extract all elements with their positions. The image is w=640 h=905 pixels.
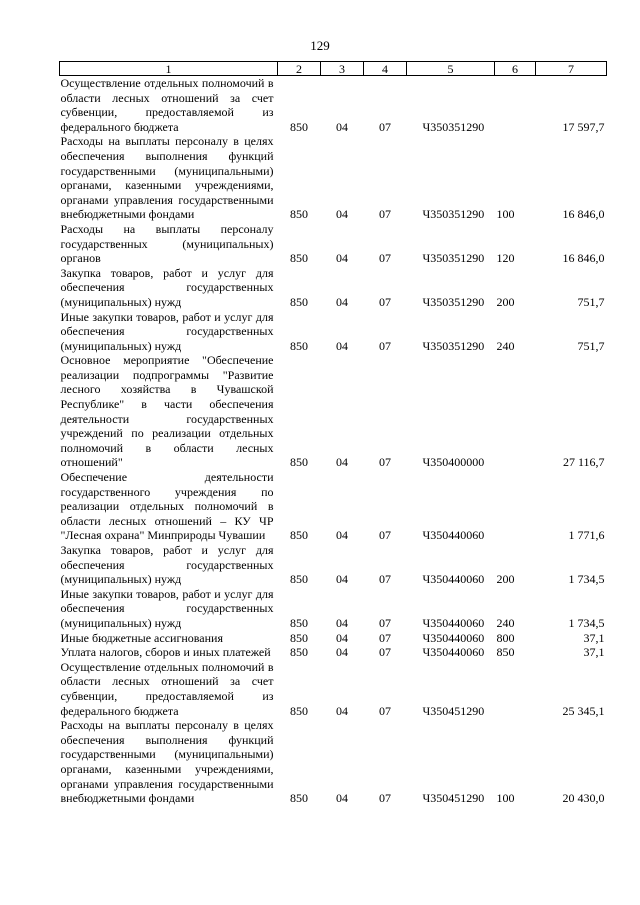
expense-type-cell: 800 bbox=[496, 630, 515, 645]
amount-cell: 27 116,7 bbox=[562, 455, 605, 470]
subsection-code-cell: 07 bbox=[379, 572, 391, 587]
expense-type-cell: 200 bbox=[496, 572, 515, 587]
section-code-cell: 04 bbox=[336, 528, 348, 543]
amount-cell: 37,1 bbox=[583, 630, 605, 645]
expense-name-cell: Основное мероприятие "Обеспечение реализации подпрограммы "Развитие лесного хозяйства в Чувашской Республике" в части обеспечения деятельности государственных учреждений по реализации отдельных полномочий в области лесных отношений" bbox=[60, 353, 274, 470]
expense-name-cell: Иные закупки товаров, работ и услуг для обеспечения государственных (муниципальных) нужд bbox=[60, 309, 274, 353]
target-article-cell: Ч350351290 bbox=[422, 251, 485, 266]
expense-name-cell: Иные бюджетные ассигнования bbox=[60, 630, 223, 645]
expense-name-cell: Расходы на выплаты персоналу государственных (муниципальных) органов bbox=[60, 221, 274, 266]
table-row bbox=[60, 76, 607, 135]
expense-type-cell bbox=[495, 660, 536, 718]
expense-type-cell: 240 bbox=[496, 338, 515, 353]
page-number: 129 bbox=[310, 38, 330, 53]
target-article-cell: Ч350440060 bbox=[422, 630, 485, 645]
target-article-cell: Ч350440060 bbox=[422, 572, 485, 587]
expense-name-cell: Расходы на выплаты персоналу в целях обеспечения выполнения функций государственными (муниципальными) органами, казенными учреждениями, органами управления государственными внебюджетными фондами bbox=[60, 134, 274, 222]
ministry-code-cell: 850 bbox=[290, 703, 308, 718]
budget-table bbox=[59, 61, 607, 806]
subsection-code-cell: 07 bbox=[379, 703, 391, 718]
amount-cell: 1 771,6 bbox=[568, 528, 605, 543]
subsection-code-cell: 07 bbox=[379, 791, 391, 806]
subsection-code-cell: 07 bbox=[379, 119, 391, 134]
section-code-cell: 04 bbox=[336, 455, 348, 470]
table-row bbox=[60, 134, 607, 222]
section-code-cell: 04 bbox=[336, 791, 348, 806]
subsection-code-cell: 07 bbox=[379, 455, 391, 470]
target-article-cell: Ч350351290 bbox=[422, 207, 485, 222]
column-header-5: 5 bbox=[407, 62, 495, 76]
expense-type-cell: 240 bbox=[496, 615, 515, 630]
target-article-cell: Ч350451290 bbox=[422, 791, 485, 806]
subsection-code-cell: 07 bbox=[379, 615, 391, 630]
ministry-code-cell: 850 bbox=[290, 251, 308, 266]
target-article-cell: Ч350440060 bbox=[422, 528, 485, 543]
amount-cell: 20 430,0 bbox=[562, 791, 605, 806]
section-code-cell: 04 bbox=[336, 630, 348, 645]
table-header-row bbox=[60, 62, 607, 76]
expense-name-cell: Осуществление отдельных полномочий в области лесных отношений за счет субвенции, предоставляемой из федерального бюджета bbox=[60, 659, 274, 718]
ministry-code-cell: 850 bbox=[290, 455, 308, 470]
target-article-cell: Ч350440060 bbox=[422, 645, 485, 660]
subsection-code-cell: 07 bbox=[379, 630, 391, 645]
ministry-code-cell: 850 bbox=[290, 645, 308, 660]
ministry-code-cell: 850 bbox=[290, 528, 308, 543]
ministry-code-cell: 850 bbox=[290, 572, 308, 587]
subsection-code-cell: 07 bbox=[379, 528, 391, 543]
expense-name-cell: Уплата налогов, сборов и иных платежей bbox=[60, 645, 271, 660]
amount-cell: 16 846,0 bbox=[562, 207, 605, 222]
table-row bbox=[60, 266, 607, 310]
expense-name-cell: Закупка товаров, работ и услуг для обеспечения государственных (муниципальных) нужд bbox=[60, 543, 274, 587]
column-header-1: 1 bbox=[60, 62, 278, 76]
target-article-cell: Ч350351290 bbox=[422, 338, 485, 353]
column-header-7: 7 bbox=[536, 62, 607, 76]
expense-type-cell bbox=[495, 76, 536, 135]
ministry-code-cell: 850 bbox=[290, 207, 308, 222]
target-article-cell: Ч350451290 bbox=[422, 703, 485, 718]
expense-type-cell: 100 bbox=[496, 791, 515, 806]
subsection-code-cell: 07 bbox=[379, 294, 391, 309]
subsection-code-cell: 07 bbox=[379, 645, 391, 660]
table-row bbox=[60, 645, 607, 660]
section-code-cell: 04 bbox=[336, 119, 348, 134]
target-article-cell: Ч350440060 bbox=[422, 615, 485, 630]
amount-cell: 1 734,5 bbox=[568, 572, 605, 587]
amount-cell: 37,1 bbox=[583, 645, 605, 660]
expense-type-cell bbox=[495, 353, 536, 470]
table-row bbox=[60, 222, 607, 266]
target-article-cell: Ч350400000 bbox=[422, 455, 485, 470]
section-code-cell: 04 bbox=[336, 207, 348, 222]
ministry-code-cell: 850 bbox=[290, 338, 308, 353]
target-article-cell: Ч350351290 bbox=[422, 294, 485, 309]
table-row bbox=[60, 660, 607, 718]
amount-cell: 751,7 bbox=[577, 338, 605, 353]
expense-type-cell: 200 bbox=[496, 294, 515, 309]
table-row bbox=[60, 353, 607, 470]
section-code-cell: 04 bbox=[336, 294, 348, 309]
expense-type-cell: 850 bbox=[496, 645, 515, 660]
expense-name-cell: Закупка товаров, работ и услуг для обеспечения государственных (муниципальных) нужд bbox=[60, 265, 274, 309]
table-row bbox=[60, 470, 607, 543]
expense-name-cell: Иные закупки товаров, работ и услуг для обеспечения государственных (муниципальных) нужд bbox=[60, 586, 274, 630]
ministry-code-cell: 850 bbox=[290, 630, 308, 645]
column-header-3: 3 bbox=[321, 62, 364, 76]
subsection-code-cell: 07 bbox=[379, 251, 391, 266]
section-code-cell: 04 bbox=[336, 645, 348, 660]
expense-type-cell bbox=[495, 470, 536, 543]
table-row bbox=[60, 718, 607, 806]
column-header-2: 2 bbox=[278, 62, 321, 76]
ministry-code-cell: 850 bbox=[290, 119, 308, 134]
subsection-code-cell: 07 bbox=[379, 338, 391, 353]
section-code-cell: 04 bbox=[336, 703, 348, 718]
column-header-6: 6 bbox=[495, 62, 536, 76]
ministry-code-cell: 850 bbox=[290, 294, 308, 309]
amount-cell: 1 734,5 bbox=[568, 615, 605, 630]
table-row bbox=[60, 310, 607, 354]
table-row bbox=[60, 587, 607, 631]
amount-cell: 751,7 bbox=[577, 294, 605, 309]
table-row bbox=[60, 631, 607, 646]
amount-cell: 25 345,1 bbox=[562, 703, 605, 718]
section-code-cell: 04 bbox=[336, 338, 348, 353]
section-code-cell: 04 bbox=[336, 572, 348, 587]
target-article-cell: Ч350351290 bbox=[422, 119, 485, 134]
expense-name-cell: Осуществление отдельных полномочий в области лесных отношений за счет субвенции, предоставляемой из федерального бюджета bbox=[60, 76, 274, 134]
expense-name-cell: Расходы на выплаты персоналу в целях обеспечения выполнения функций государственными (муниципальными) органами, казенными учреждениями, органами управления государственными внебюджетными фондами bbox=[60, 718, 274, 806]
ministry-code-cell: 850 bbox=[290, 615, 308, 630]
section-code-cell: 04 bbox=[336, 615, 348, 630]
expense-type-cell: 100 bbox=[496, 207, 515, 222]
section-code-cell: 04 bbox=[336, 251, 348, 266]
subsection-code-cell: 07 bbox=[379, 207, 391, 222]
expense-type-cell: 120 bbox=[496, 251, 515, 266]
expense-name-cell: Обеспечение деятельности государственного учреждения по реализации отдельных полномочий в области лесных отношений – КУ ЧР "Лесная охрана" Минприроды Чувашии bbox=[60, 470, 274, 543]
amount-cell: 16 846,0 bbox=[562, 251, 605, 266]
amount-cell: 17 597,7 bbox=[562, 119, 605, 134]
ministry-code-cell: 850 bbox=[290, 791, 308, 806]
column-header-4: 4 bbox=[364, 62, 407, 76]
table-row bbox=[60, 543, 607, 587]
